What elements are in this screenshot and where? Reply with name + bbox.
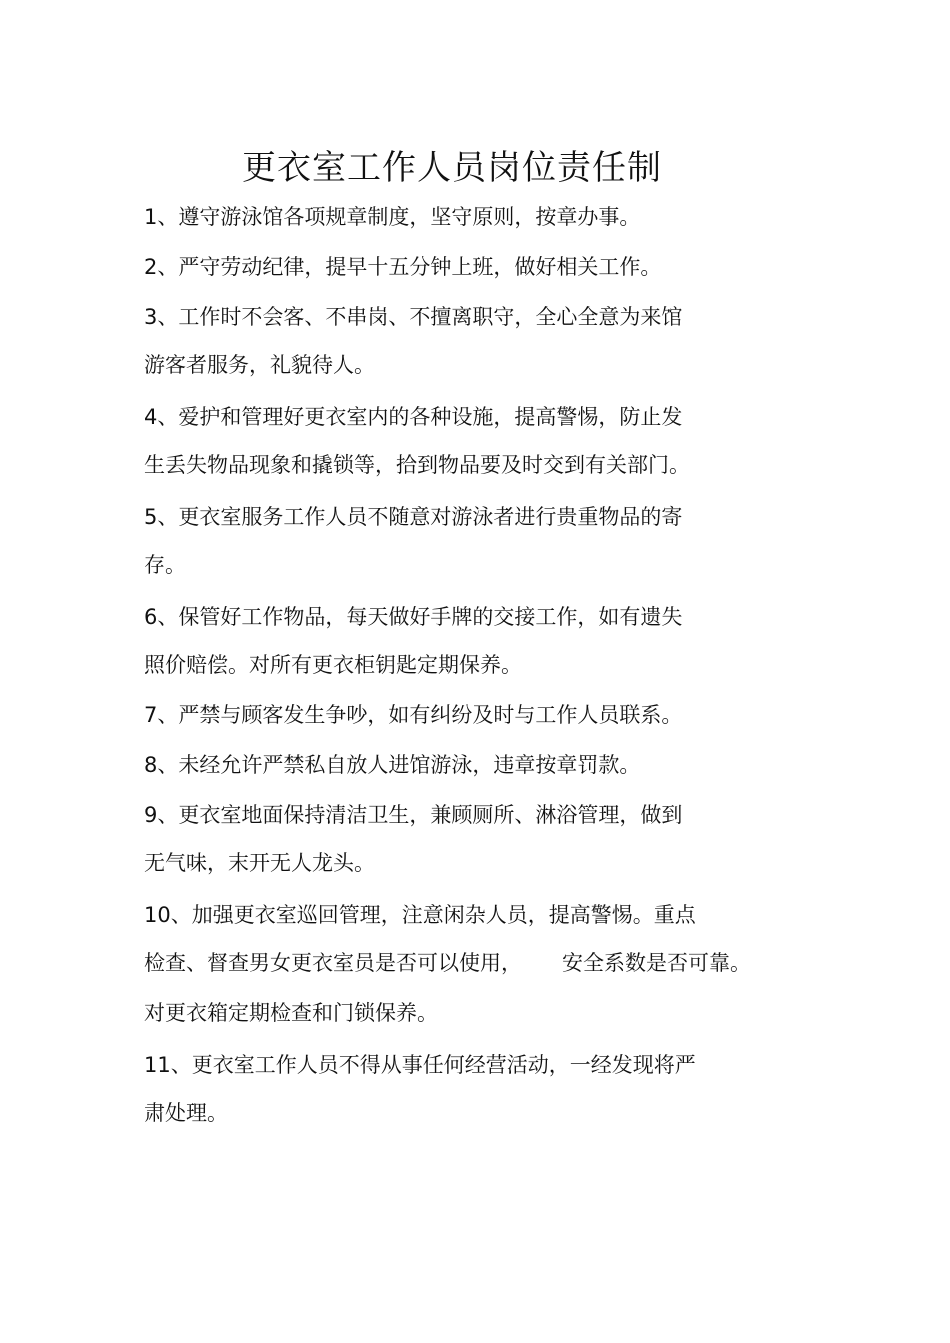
rule-line-1: 1、遵守游泳馆各项规章制度，坚守原则，按章办事。	[144, 205, 641, 229]
rule-line-11: 11、更衣室工作人员不得从事任何经营活动，一经发现将严	[144, 1053, 696, 1077]
rule-line-10-continued-part-2: 安全系数是否可靠。	[562, 951, 751, 975]
rule-line-6-continued: 照价赔偿。对所有更衣柜钥匙定期保养。	[144, 653, 522, 677]
rule-line-4-continued: 生丢失物品现象和撬锁等，拾到物品要及时交到有关部门。	[144, 453, 690, 477]
document-title: 更衣室工作人员岗位责任制	[242, 148, 662, 188]
rule-line-5: 5、更衣室服务工作人员不随意对游泳者进行贵重物品的寄	[144, 505, 683, 529]
rule-line-9: 9、更衣室地面保持清洁卫生，兼顾厕所、淋浴管理，做到	[144, 803, 683, 827]
rule-line-11-continued: 肃处理。	[144, 1101, 228, 1125]
rule-line-10-continued-part-1: 检查、督查男女更衣室员是否可以使用，	[144, 951, 522, 975]
rule-line-10-continued	[144, 948, 751, 978]
rule-line-3: 3、工作时不会客、不串岗、不擅离职守，全心全意为来馆	[144, 305, 683, 329]
rule-line-10-continued-2: 对更衣箱定期检查和门锁保养。	[144, 1001, 438, 1025]
rule-line-2: 2、严守劳动纪律，提早十五分钟上班，做好相关工作。	[144, 255, 662, 279]
rule-line-6: 6、保管好工作物品，每天做好手牌的交接工作，如有遗失	[144, 605, 683, 629]
rule-line-4: 4、爱护和管理好更衣室内的各种设施，提高警惕，防止发	[144, 405, 683, 429]
rule-line-8: 8、未经允许严禁私自放人进馆游泳，违章按章罚款。	[144, 753, 641, 777]
rule-line-10: 10、加强更衣室巡回管理，注意闲杂人员，提高警惕。重点	[144, 903, 696, 927]
rule-line-5-continued: 存。	[144, 553, 186, 577]
rule-line-9-continued: 无气味，末开无人龙头。	[144, 851, 375, 875]
rule-line-3-continued: 游客者服务，礼貌待人。	[144, 353, 375, 377]
rule-line-7: 7、严禁与顾客发生争吵，如有纠纷及时与工作人员联系。	[144, 703, 683, 727]
